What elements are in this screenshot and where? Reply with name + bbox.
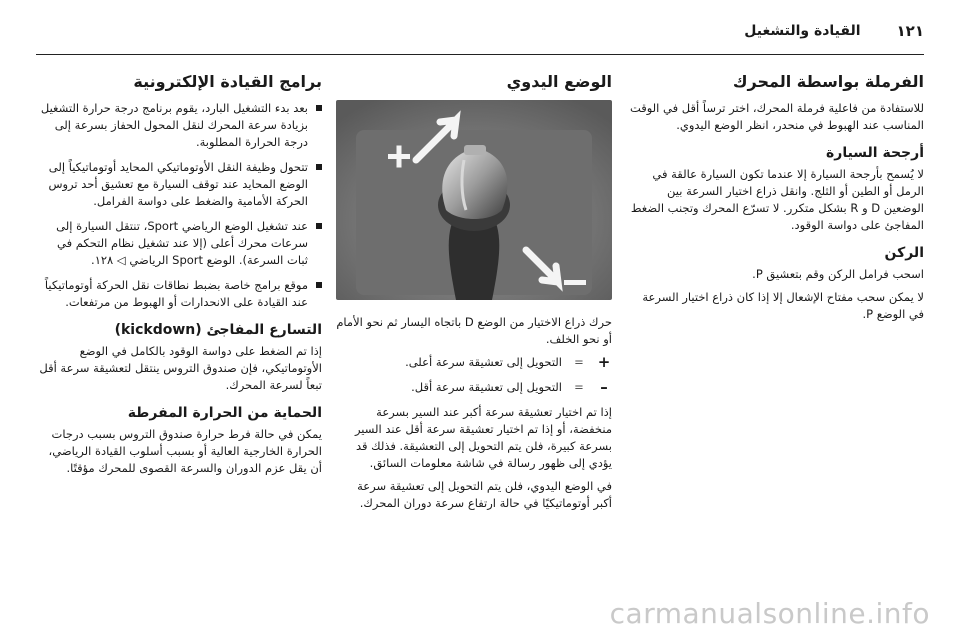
- upshift-row: [336, 354, 612, 371]
- plus-symbol: +: [597, 353, 611, 371]
- downshift-text: التحويل إلى تعشيقة سرعة أقل.: [411, 380, 562, 394]
- page-number: ١٢١: [896, 22, 924, 40]
- running-head: القيادة والتشغيل: [744, 23, 861, 39]
- watermark: carmanualsonline.info: [609, 597, 930, 630]
- column-electronic-programs: [36, 72, 322, 483]
- minus-symbol: –: [600, 378, 608, 396]
- manual-mode-caption: حرك ذراع الاختيار من الوضع D باتجاه اليسار ثم نحو الأمام أو نحو الخلف.: [336, 315, 612, 346]
- bullet-item: عند تشغيل الوضع الرياضي Sport، تنتقل السيارة إلى سرعات محرك أعلى (إلا عند تشغيل نظام التحكم في ثبات السرعة). الوضع Sport الرياضي ◁ ١٢٨.: [36, 218, 322, 269]
- column-manual-mode: [336, 72, 612, 518]
- manual-mode-para-1: إذا تم اختيار تعشيقة سرعة أكبر عند السير بسرعة منخفضة، أو إذا تم اختيار تعشيقة سرعة أقل عند السير بسرعة كبيرة، فلن يتم التحويل إلى التعشيقة. فذلك قد يؤدي إلى ظهور رسالة في شاشة معلومات السائق.: [354, 405, 612, 470]
- gear-selector-photo: [336, 100, 612, 300]
- gear-selector-illustration: [336, 100, 612, 300]
- column-engine-braking: [626, 72, 924, 329]
- bullet-item: موقع برامج خاصة بضبط نطاقات نقل الحركة أوتوماتيكياً عند القيادة على الانحدارات أو الهبوط من مرتفعات.: [36, 277, 322, 311]
- overheat-title: الحماية من الحرارة المفرطة: [127, 405, 322, 421]
- rocking-title: أرجحة السيارة: [826, 145, 924, 161]
- downshift-row: [336, 379, 612, 396]
- page-header: [36, 14, 924, 48]
- manual-mode-para-2: في الوضع اليدوي، فلن يتم التحويل إلى تعشيقة سرعة أكبر أوتوماتيكيًا في حالة ارتفاع سرعة دوران المحرك.: [357, 479, 612, 510]
- rocking-text: لا يُسمح بأرجحة السيارة إلا عندما تكون السيارة عالقة في الرمل أو الطين أو الثلج. وانقل ذراع اختيار السرعة بين الوضعين D و R بشكل متكرر. لا تسرّع المحرك وتجنب الضغط المفاجئ على دواسة الوقود.: [630, 167, 924, 232]
- equals-sign: =: [574, 355, 584, 369]
- manual-mode-title: الوضع اليدوي: [506, 72, 612, 91]
- upshift-text: التحويل إلى تعشيقة سرعة أعلى.: [405, 355, 562, 369]
- engine-braking-text: للاستفادة من فاعلية فرملة المحرك، اختر ترساً أقل في الوقت المناسب عند الهبوط في منحدر، انظر الوضع اليدوي.: [629, 101, 924, 132]
- parking-text-2: لا يمكن سحب مفتاح الإشعال إلا إذا كان ذراع اختيار السرعة في الوضع P.: [642, 290, 924, 321]
- program-bullets: [36, 100, 322, 311]
- bullet-item: تتحول وظيفة النقل الأوتوماتيكي المحايد أوتوماتيكياً إلى الوضع المحايد عند توقف السيارة مع تعشيق أحد تروس الحركة الأمامية والضغط على دواسة الفرامل.: [36, 159, 322, 210]
- equals-sign: =: [574, 380, 584, 394]
- engine-braking-title: الفرملة بواسطة المحرك: [732, 72, 924, 91]
- parking-title: الركن: [884, 245, 924, 261]
- kickdown-title: التسارع المفاجئ (kickdown): [114, 322, 322, 338]
- parking-text-1: اسحب فرامل الركن وقم بتعشيق P.: [752, 267, 924, 281]
- header-rule: [36, 54, 924, 55]
- kickdown-text: إذا تم الضغط على دواسة الوقود بالكامل في الوضع الأوتوماتيكي، فإن صندوق التروس ينتقل لتعشيقة سرعة أقل تبعاً لسرعة المحرك.: [39, 344, 322, 392]
- bullet-item: بعد بدء التشغيل البارد، يقوم برنامج درجة حرارة التشغيل بزيادة سرعة المحرك لنقل المحول الحفاز بسرعة إلى درجة الحرارة المطلوبة.: [36, 100, 322, 151]
- overheat-text: يمكن في حالة فرط حرارة صندوق التروس بسبب درجات الحرارة الخارجية العالية أو بسبب أسلوب القيادة الرياضي، أن يقل عزم الدوران والسرعة القصوى للمحرك مؤقتًا.: [48, 427, 322, 475]
- electronic-programs-title: برامج القيادة الإلكترونية: [133, 72, 322, 91]
